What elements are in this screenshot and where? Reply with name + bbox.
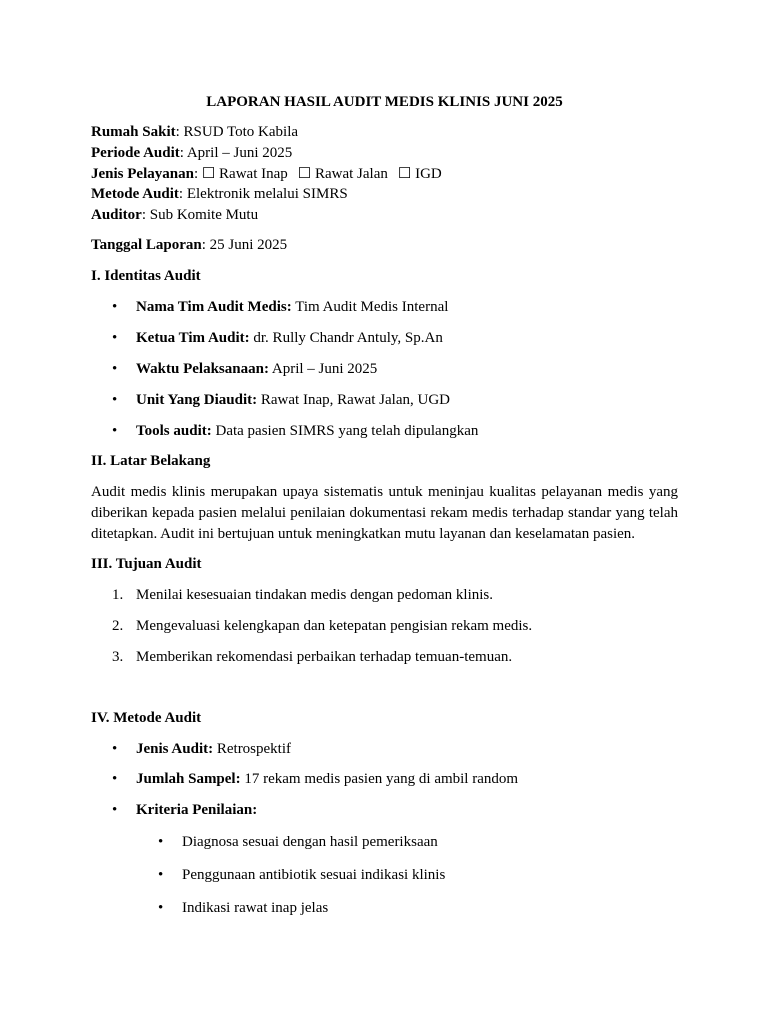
info-label: Auditor [91,207,142,224]
bullet-icon: • [112,802,118,818]
info-rumah-sakit [91,122,442,143]
info-label: Metode Audit [91,186,179,203]
list-number: 2. [112,618,124,634]
info-separator: : [193,165,202,182]
list-number: 1. [112,587,124,603]
tanggal-label: Tanggal Laporan [91,237,202,253]
bullet-icon: • [112,392,118,408]
info-label: Rumah Sakit [91,124,176,140]
info-auditor [91,205,442,226]
bullet-icon: • [112,361,118,377]
latar-belakang-paragraph: Audit medis klinis merupakan upaya sistematis untuk meninjau kualitas pelayanan medis yang diberikan kepada pasien melalui penilaian dokumentasi rekam medis terhadap standar yang telah ditetapkan. Audit ini bertujuan untuk meningkatkan mutu layanan dan keselamatan pasien. [91,484,678,542]
bullet-icon: • [112,299,118,315]
bullet-icon: • [158,834,164,850]
info-periode [91,143,442,164]
bullet-icon: • [112,423,118,439]
checkbox-igd[interactable]: ☐ IGD [397,165,442,182]
bullet-icon: • [158,867,164,883]
tanggal-value: : 25 Juni 2025 [201,237,288,253]
info-label: Jenis Pelayanan [91,165,194,182]
info-value: : Elektronik melalui SIMRS [178,186,348,203]
info-jenis-pelayanan [91,164,442,185]
info-label: Periode Audit [91,144,180,161]
info-value: : April – Juni 2025 [179,144,293,161]
section-heading-metode: IV. Metode Audit [91,710,202,726]
section-heading-latar-belakang: II. Latar Belakang [91,453,211,469]
checkbox-rawat-jalan[interactable]: ☐ Rawat Jalan [297,165,388,182]
bullet-icon: • [112,771,118,787]
info-value: : Sub Komite Mutu [141,207,259,224]
report-info-block [91,122,442,226]
info-metode [91,184,442,205]
document-title: LAPORAN HASIL AUDIT MEDIS KLINIS JUNI 2025 [206,94,563,110]
list-number: 3. [112,649,124,665]
info-value: : RSUD Toto Kabila [175,124,299,140]
checkbox-rawat-inap[interactable]: ☐ Rawat Inap [201,165,288,182]
tanggal-laporan [91,235,287,256]
section-heading-identitas: I. Identitas Audit [91,268,201,284]
bullet-icon: • [158,900,164,916]
bullet-icon: • [112,741,118,757]
section-heading-tujuan: III. Tujuan Audit [91,556,202,572]
bullet-icon: • [112,330,118,346]
